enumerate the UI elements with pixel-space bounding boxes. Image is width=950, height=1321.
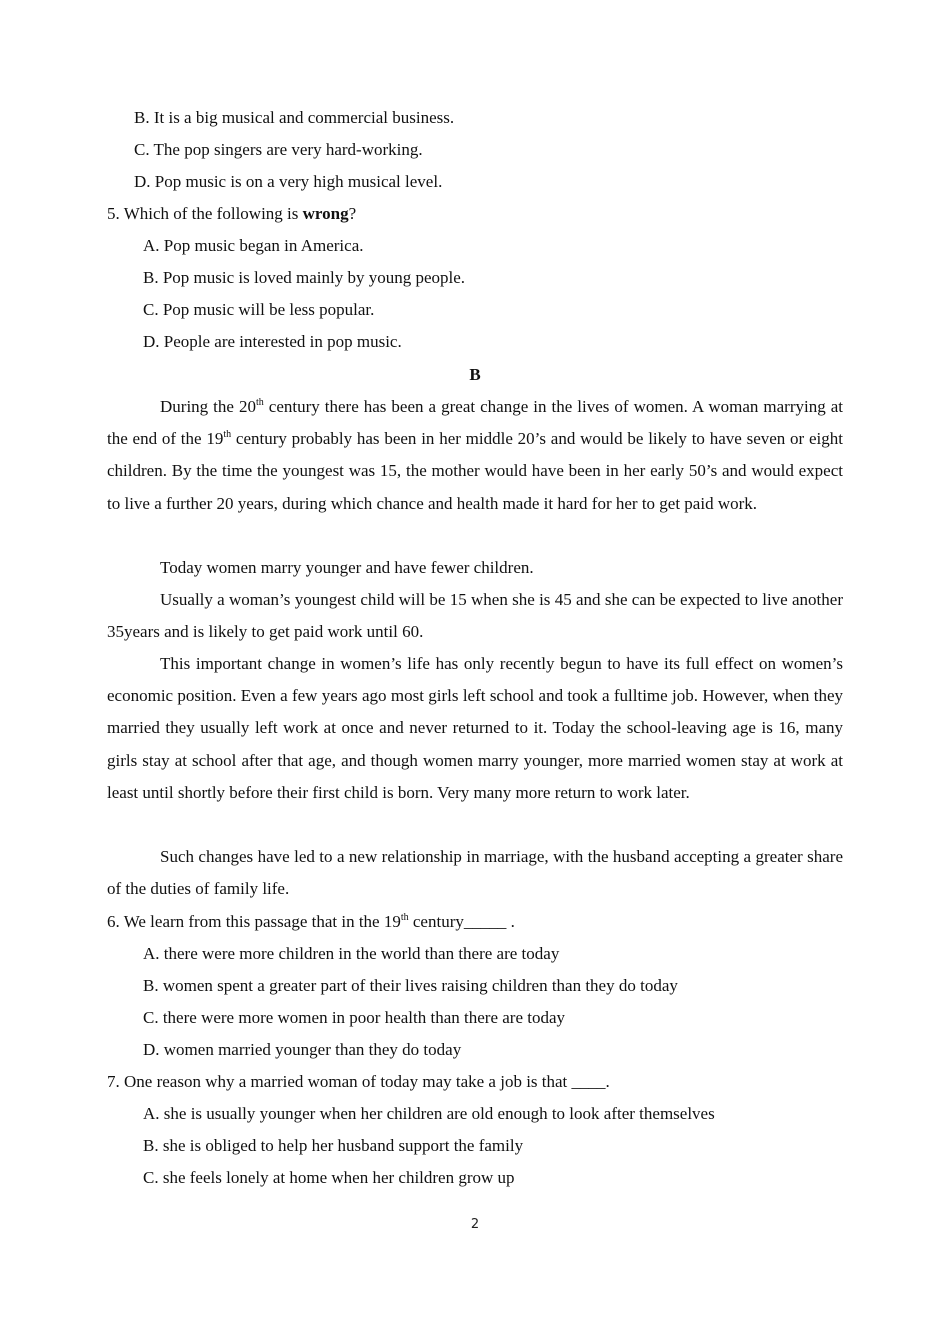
passage-paragraph-3: Usually a woman’s youngest child will be 15 when she is 45 and she can be expected to live another 35years and is likely to get paid work until 60. [107,590,843,642]
q6-stem-sup: th [400,912,409,923]
q6-stem [107,912,515,932]
q7-option-b: B. she is obliged to help her husband support the family [143,1136,524,1155]
q6-option-b: B. women spent a greater part of their lives raising children than they do today [143,976,678,995]
p1-text-b: century there has been a great change in the lives of women. A woman marrying at the end of the 19 [107,397,843,449]
q7-option-c: C. she feels lonely at home when her children grow up [143,1168,515,1187]
q5-stem-text: 5. Which of the following is [107,204,303,223]
q4-option-b: B. It is a big musical and commercial business. [134,108,455,127]
page-number: 2 [470,1217,480,1232]
q4-option-c: C. The pop singers are very hard-working. [134,140,423,159]
q5-option-d: D. People are interested in pop music. [143,332,402,351]
q6-stem-b: century_____ . [408,912,515,931]
q6-option-a: A. there were more children in the world than there are today [143,944,560,963]
passage-paragraph-4: This important change in women’s life has only recently begun to have its full effect on women’s economic position. Even a few years ago most girls left school and took a fulltime job. However, when they married they usually left work at once and never returned to it. Today the school-leaving age is 16, many girls stay at school after that age, and though women marry younger, more married women stay at work at least until shortly before their first child is born. Very many more return to work later. [107,654,843,802]
q6-option-c: C. there were more women in poor health than there are today [143,1008,566,1027]
q6-option-d: D. women married younger than they do today [143,1040,462,1059]
p1-text-c: century probably has been in her middle 20’s and would be likely to have seven or eight children. By the time the youngest was 15, the mother would have been in her early 50’s and would expect to live a further 20 years, during which chance and health made it hard for her to get paid work. [107,429,843,513]
q6-stem-a: 6. We learn from this passage that in the 19 [107,912,401,931]
q5-stem-end: ? [348,204,357,223]
q5-stem [107,204,356,224]
p1-sup-2: th [223,429,232,441]
q5-stem-bold: wrong [302,204,349,223]
q7-stem: 7. One reason why a married woman of today may take a job is that ____. [107,1072,610,1091]
passage-paragraph-5: Such changes have led to a new relationship in marriage, with the husband accepting a greater share of the duties of family life. [107,847,843,899]
q5-option-a: A. Pop music began in America. [143,236,364,255]
q5-option-b: B. Pop music is loved mainly by young people. [143,268,466,287]
p1-text-a: During the 20 [160,397,256,416]
p1-sup-1: th [255,397,264,408]
q5-option-c: C. Pop music will be less popular. [143,300,375,319]
passage-paragraph-2: Today women marry younger and have fewer children. [160,558,534,577]
section-heading: B [469,365,481,384]
passage-paragraph-1 [107,391,843,520]
q4-option-d: D. Pop music is on a very high musical level. [134,172,443,191]
q7-option-a: A. she is usually younger when her children are old enough to look after themselves [143,1104,715,1123]
